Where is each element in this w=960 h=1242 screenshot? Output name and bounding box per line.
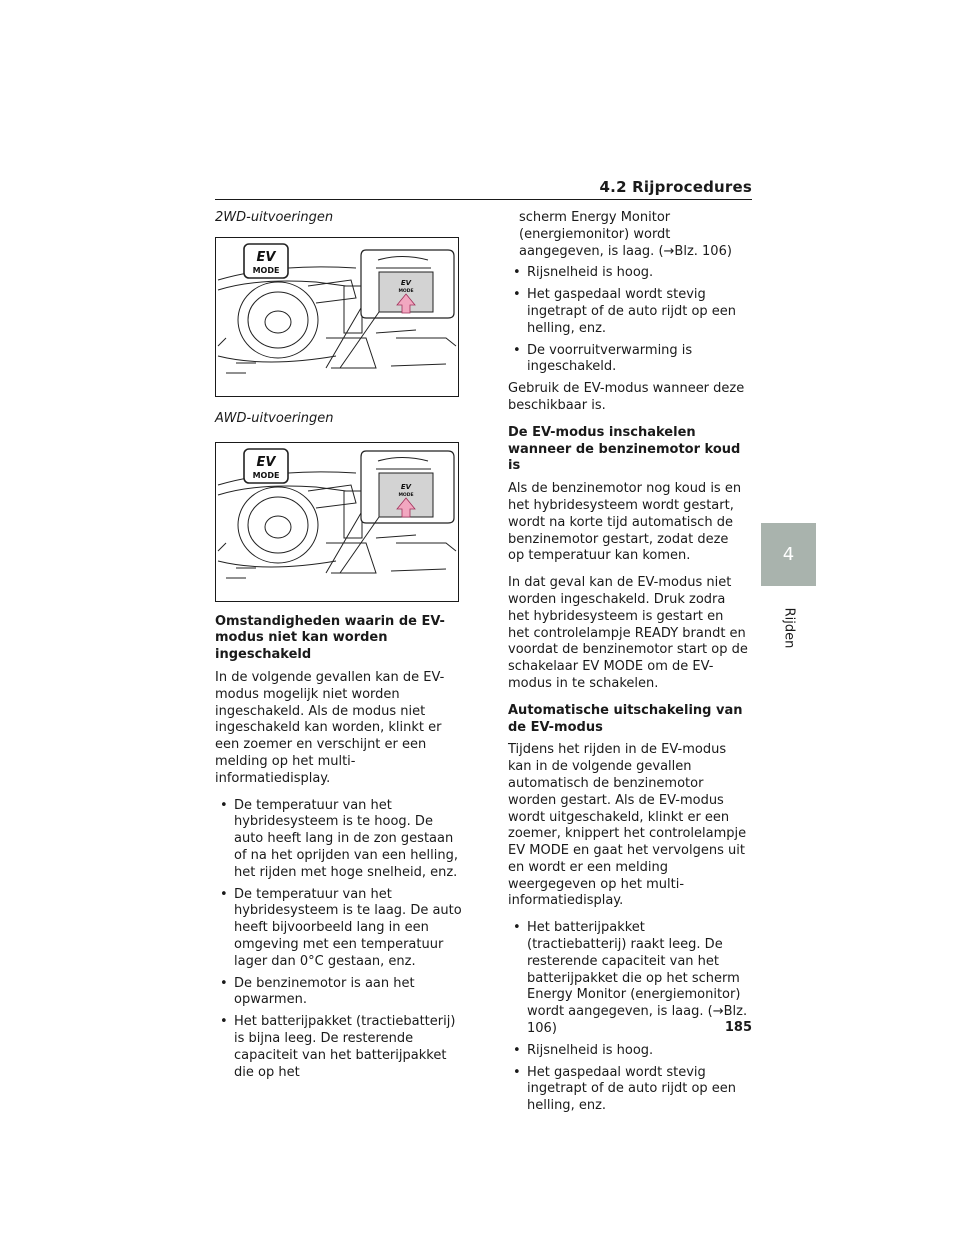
list-item: • Het gaspedaal wordt stevig ingetrapt of de auto rijdt op een helling, enz. (508, 1065, 748, 1115)
section-heading: De EV-modus inschakelen wanneer de benzinemotor koud is (508, 424, 741, 474)
list-item: • De temperatuur van het hybridesysteem is te hoog. De auto heeft lang in de zon gestaan of na het oprijden van een helling, het rijden met hoge snelheid, enz. (215, 798, 465, 882)
list-item: • Rijsnelheid is hoog. (508, 265, 748, 282)
bullet-list (508, 265, 748, 376)
paragraph: Als de benzinemotor nog koud is en het hybridesysteem wordt gestart, wordt na korte tijd automatisch de benzinemotor gestart, zodat deze op temperatuur kan komen. (508, 481, 742, 564)
list-item: • Rijsnelheid is hoog. (508, 1043, 748, 1060)
figure-awd (215, 442, 459, 602)
badge-mode-text: MODE (252, 265, 280, 275)
switch-ev-text: EV (400, 278, 412, 287)
list-item: • De temperatuur van het hybridesysteem is te laag. De auto heeft bijvoorbeeld lang in een omgeving met een temperatuur lager dan 0°C gestaan, enz. (215, 887, 465, 971)
paragraph: Tijdens het rijden in de EV-modus kan in de volgende gevallen automatisch de benzinemotor worden gestart. Als de EV-modus wordt uitgeschakeld, klinkt er een zoemer, knippert het controlelampje EV MODE en gaat het vervolgens uit en wordt er een melding weergegeven op het multi-informatiedisplay. (508, 742, 747, 909)
switch-mode-text: MODE (398, 288, 414, 294)
section-heading: Omstandigheden waarin de EV-modus niet kan worden ingeschakeld (215, 613, 445, 663)
list-item: • De voorruitverwarming is ingeschakeld. (508, 343, 748, 377)
chapter-label: Rijden (781, 607, 796, 649)
page-number: 185 (724, 1020, 752, 1035)
figure-2wd (215, 237, 459, 397)
badge-ev-text: EV (256, 454, 276, 470)
right-column (508, 210, 748, 1120)
chapter-number: 4 (782, 544, 795, 565)
bullet-list (215, 798, 465, 1082)
section-header: 4.2 Rijprocedures (599, 178, 752, 196)
figure-caption-awd: AWD-uitvoeringen (215, 410, 334, 426)
paragraph: In dat geval kan de EV-modus niet worden ingeschakeld. Druk zodra het hybridesysteem is gestart en het controlelampje READY brandt en voordat de benzinemotor start op de schakelaar EV MODE om de EV-modus in te schakelen. (508, 575, 748, 691)
list-item: • De benzinemotor is aan het opwarmen. (215, 976, 465, 1010)
continued-text: scherm Energy Monitor (energiemonitor) wordt aangegeven, is laag. (→Blz. 106) (519, 210, 732, 259)
badge-mode-text: MODE (252, 470, 280, 480)
header-rule (215, 199, 752, 200)
section-heading: Automatische uitschakeling van de EV-modus (508, 702, 743, 735)
paragraph: In de volgende gevallen kan de EV-modus mogelijk niet worden ingeschakeld. Als de modus niet ingeschakeld kan worden, klinkt er een zoemer en verschijnt er een melding op het multi-informatiedisplay. (215, 669, 445, 786)
list-item: • Het batterijpakket (tractiebatterij) is bijna leeg. De resterende capaciteit van het batterijpakket die op het (215, 1014, 465, 1081)
list-item: • Het batterijpakket (tractiebatterij) raakt leeg. De resterende capaciteit van het batterijpakket die op het scherm Energy Monitor (energiemonitor) wordt aangegeven, is laag. (→Blz. 106) (508, 920, 748, 1038)
left-column (215, 210, 465, 1086)
switch-ev-text: EV (400, 482, 412, 491)
chapter-tab (761, 523, 816, 586)
bullet-list (508, 920, 748, 1115)
figure-caption-2wd: 2WD-uitvoeringen (215, 210, 334, 225)
list-item: • Het gaspedaal wordt stevig ingetrapt of de auto rijdt op een helling, enz. (508, 287, 748, 337)
badge-ev-text: EV (256, 249, 276, 265)
switch-mode-text: MODE (398, 492, 414, 498)
paragraph: Gebruik de EV-modus wanneer deze beschikbaar is. (508, 381, 745, 413)
